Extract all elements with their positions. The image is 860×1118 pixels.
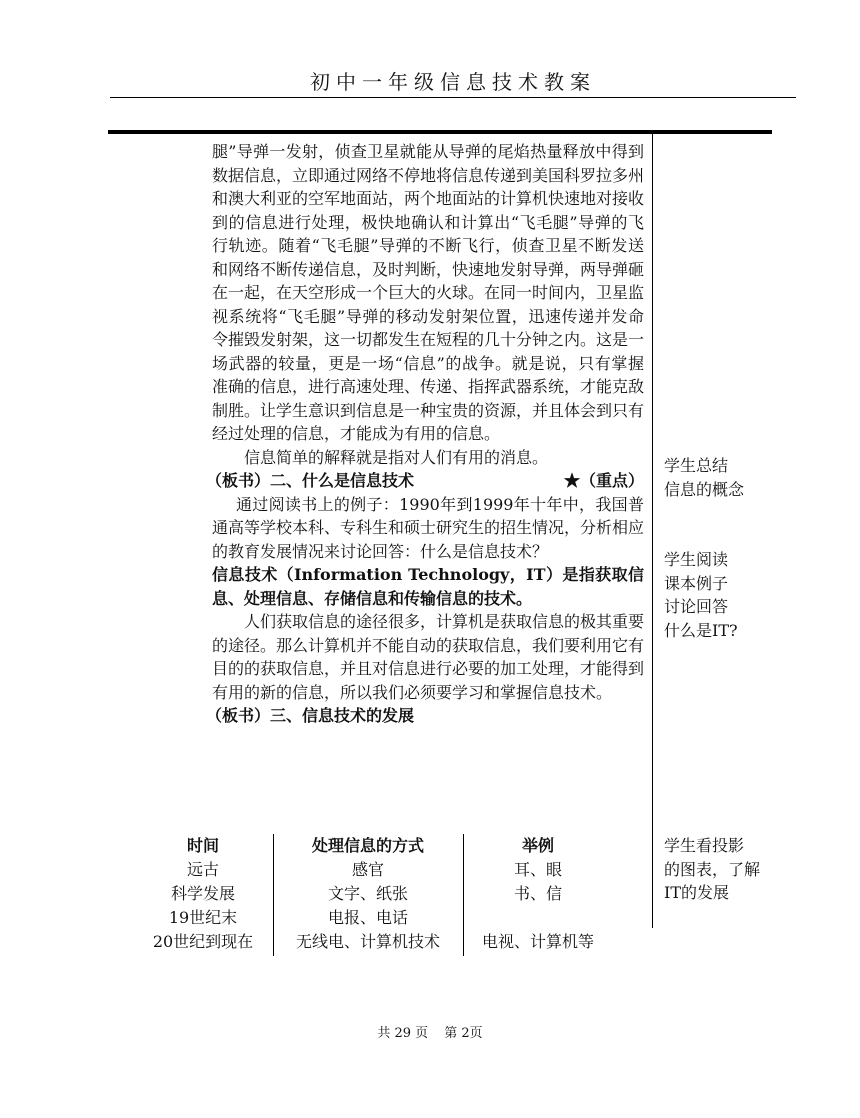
note-line: 学生看投影 (664, 836, 745, 855)
paragraph-missile-story: 腿”导弹一发射，侦查卫星就能从导弹的尾焰热量释放中得到数据信息，立即通过网络不停地将信息传递到美国科罗拉多州和澳大利亚的空军地面站，两个地面站的计算机快速地对接收到的信息进行处理，极快地确认和计算出“飞毛腿”导弹的飞行轨迹。随着“飞毛腿”导弹的不断飞行，侦查卫星不断发送和网络不断传递信息，及时判断，快速地发射导弹，两导弹砸在一起，在天空形成一个巨大的火球。在同一时间内，卫星监视系统将“飞毛腿”导弹的移动发射架位置，迅速传递并发命令摧毁发射架，这一切都发生在短程的几十分钟之内。这是一场武器的较量，更是一场“信息”的战争。就是说，只有掌握准确的信息，进行高速处理、传递、指挥武器系统，才能克敌制胜。让学生意识到信息是一种宝贵的资源，并且体会到只有经过处理的信息，才能成为有用的信息。 (212, 142, 645, 443)
column-divider (652, 134, 653, 928)
table-cell: 科学发展 (170, 884, 235, 903)
table-cell: 20世纪到现在 (152, 932, 254, 951)
footer-total-pages: 共 29 页 (377, 1026, 429, 1041)
note-line: 课本例子 (664, 573, 729, 593)
table-header-method: 处理信息的方式 (311, 836, 424, 855)
page-footer (0, 1022, 860, 1041)
table-cell (468, 906, 608, 930)
note-line: 学生阅读 (664, 550, 729, 569)
table-divider (273, 834, 274, 956)
table-column-time (140, 834, 266, 954)
paragraph-computer-role: 人们获取信息的途径很多，计算机是获取信息的极其重要的途径。那么计算机并不能自动的获取信息，我们要利用它有目的的获取信息，并且对信息进行必要的加工处理，才能得到有用的新的信息，所以我们必须要学习和掌握信息技术。 (212, 612, 645, 702)
key-point-badge: ★（重点） (563, 471, 644, 490)
paragraph-info-definition: 信息简单的解释就是指对人们有用的消息。 (244, 447, 549, 467)
page-header-title: 初中一年级信息技术教案 (310, 70, 596, 94)
table-header-time: 时间 (186, 836, 219, 855)
section-heading-label: （板书）二、什么是信息技术 (206, 471, 415, 490)
table-cell: 电视、计算机等 (481, 932, 594, 951)
student-note-reading (664, 548, 784, 642)
footer-current-page: 第 2页 (444, 1026, 483, 1041)
section-heading-it-development: （板书）三、信息技术的发展 (206, 706, 415, 725)
note-line: IT的发展 (664, 883, 729, 902)
note-line: 信息的概念 (664, 479, 745, 499)
note-line: 讨论回答 (664, 597, 729, 616)
table-cell: 无线电、计算机技术 (295, 932, 440, 951)
table-column-example (468, 834, 608, 954)
header-rule (110, 97, 796, 98)
table-cell: 19世纪末 (168, 908, 238, 927)
section-heading-what-is-it (206, 469, 644, 493)
table-cell: 文字、纸张 (327, 884, 408, 903)
table-cell: 书、信 (513, 884, 562, 903)
note-line: 学生总结 (664, 456, 729, 475)
paragraph-reading-example: 通过阅读书上的例子：1990年到1999年十年中，我国普通高等学校本科、专科生和硕士研究生的招生情况，分析相应的教育发展情况来讨论回答：什么是信息技术？ (212, 494, 645, 561)
table-header-example: 举例 (521, 836, 554, 855)
table-cell: 电报、电话 (327, 908, 408, 927)
note-line: 什么是IT? (664, 620, 738, 640)
table-top-border (108, 130, 772, 134)
table-divider (463, 834, 464, 956)
paragraph-it-definition: 信息技术（Information Technology，IT）是指获取信息、处理信息、存储信息和传输信息的技术。 (212, 565, 644, 608)
table-cell: 耳、眼 (513, 860, 562, 879)
lesson-content (206, 140, 645, 728)
table-cell: 感官 (351, 860, 384, 879)
student-note-projection (664, 834, 784, 905)
table-column-method (278, 834, 458, 954)
table-cell: 远古 (186, 860, 219, 879)
note-line: 的图表，了解 (664, 859, 761, 879)
student-note-summary (664, 454, 784, 501)
